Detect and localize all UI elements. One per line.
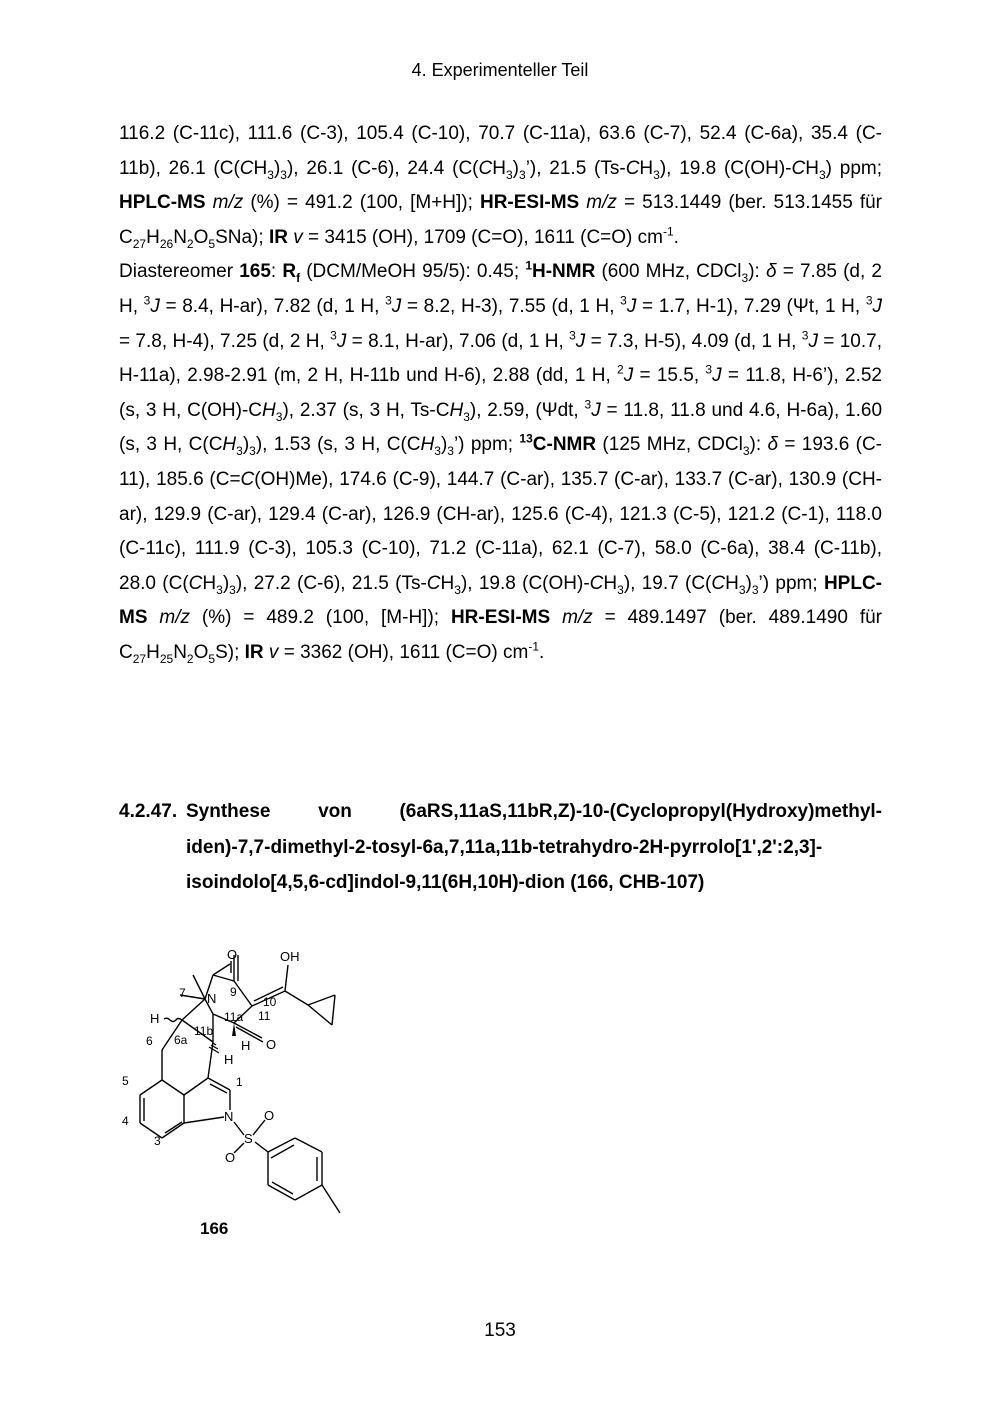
label-10: 10: [263, 995, 277, 1009]
heading-line-1: Synthese von (6aRS,11aS,11bR,Z)-10-(Cyclopropyl(Hydroxy)methyl-: [186, 801, 882, 822]
running-header: 4. Experimenteller Teil: [411, 60, 589, 80]
label-9: 9: [230, 985, 237, 999]
label-3: 3: [154, 1134, 161, 1148]
label-7: 7: [179, 986, 186, 1000]
label-O-s1: O: [264, 1108, 275, 1123]
paragraph-diastereomer-165: Diastereomer 165: $R_f$ (DCM/MeOH 95/5): 0.45; $^1$H-NMR (600 MHz, CDCl$_3$): δ = 7.85 (d, 2 H, $^3$J = 8.4, H-ar), 7.82 (d, 1 H, $^3$J = 8.2, H-3), 7.55 (d, 1 H, $^3$J = 1.7, H-1), 7.29 (Ψt, 1 H, $^3$J = 7.8, H-4), 7.25 (d, 2 H, $^3$J = 8.1, H-ar), 7.06 (d, 1 H, $^3$J = 7.3, H-5), 4.09 (d, 1 H, $^3$J = 10.7, H-11a), 2.98-2.91 (m, 2 H, H-11b und H-6), 2.88 (dd, 1 H, $^2$J = 15.5, $^3$J = 11.8, H-6’), 2.52 (s, 3 H, $C(OH)-CH_3$), 2.37 (s, 3 H, $Ts-CH_3$), 2.59, (Ψdt, $^3$J = 11.8, 11.8 und 4.6, H-6a), 1.60 (s, 3 H, $C(CH_3)_3$), 1.53 (s, 3 H, $C(CH_3)_3$’) ppm; $^{13}$C-NMR (125 MHz, CDCl$_3$): δ = 193.6 (C-11), 185.6 (C=C(OH)Me), 174.6 (C-9), 144.7 (C-ar), 135.7 (C-ar), 133.7 (C-ar), 130.9 (CH-ar), 129.9 (C-ar), 129.4 (C-ar), 126.9 (CH-ar), 125.6 (C-4), 121.3 (C-5), 121.2 (C-1), 118.0 (C-11c), 111.9 (C-3), 105.3 (C-10), 71.2 (C-11a), 62.1 (C-7), 58.0 (C-6a), 38.4 (C-11b), 28.0 $(C(CH_3)_3)$, 27.2 (C-6), 21.5 $(Ts-CH_3)$, 19.8 $(C(OH)-CH_3)$, 19.7 $(C(CH_3)_3’)$ ppm; HPLC-MS m/z (%) = 489.2 (100, [M-H]); HR-ESI-MS m/z = 489.1497 (ber. 489.1490 für $C_{27}H_{25}N_2O_5S$); IR v = 3362 (OH), 1611 (C=O) $cm^{-1}$.: [119, 259, 883, 666]
compound-label: 166: [200, 1219, 229, 1238]
label-11a: 11a: [224, 1010, 244, 1024]
heading-line-3: isoindolo[4,5,6-cd]indol-9,11(6H,10H)-dion (166, CHB-107): [186, 872, 705, 893]
label-H-right: H: [241, 1038, 251, 1053]
label-4: 4: [122, 1114, 129, 1128]
section-heading: [119, 794, 882, 901]
label-6a: 6a: [174, 1033, 188, 1047]
label-N: N: [207, 991, 217, 1006]
chemical-structure-166: [110, 935, 350, 1235]
label-S: S: [244, 1131, 253, 1146]
label-11: 11: [258, 1009, 271, 1023]
label-OH: OH: [280, 949, 300, 964]
label-H-left: H: [150, 1011, 160, 1026]
experimental-text: [119, 117, 882, 671]
label-5: 5: [122, 1074, 129, 1088]
label-O-s2: O: [225, 1150, 236, 1165]
label-1: 1: [236, 1075, 243, 1089]
label-H-bottom: H: [224, 1052, 234, 1067]
heading-line-2: iden)-7,7-dimethyl-2-tosyl-6a,7,11a,11b-tetrahydro-2H-pyrrolo[1',2':2,3]-: [186, 836, 823, 858]
label-N-indole: N: [224, 1109, 234, 1124]
page-number: 153: [484, 1320, 516, 1341]
paragraph-164-continued: 116.2 (C-11c), 111.6 (C-3), 105.4 (C-10), 70.7 (C-11a), 63.6 (C-7), 52.4 (C-6a), 35.4 (C-11b), 26.1 $(C(CH_3)_3)$, 26.1 (C-6), 24.4 $(C(CH_3)_3’)$, 21.5 $(Ts-CH_3)$, 19.8 $(C(OH)-CH_3)$ ppm; HPLC-MS m/z (%) = 491.2 (100, [M+H]); HR-ESI-MS m/z = 513.1449 (ber. 513.1455 für $C_{27}H_{26}N_2O_5SNa$); IR v = 3415 (OH), 1709 (C=O), 1611 (C=O) $cm^{-1}$.: [119, 123, 883, 251]
section-number: 4.2.47.: [119, 801, 178, 822]
label-O-top: O: [227, 947, 238, 962]
label-O-ketone: O: [266, 1037, 277, 1052]
label-11b: 11b: [194, 1024, 214, 1038]
label-6: 6: [146, 1034, 153, 1048]
